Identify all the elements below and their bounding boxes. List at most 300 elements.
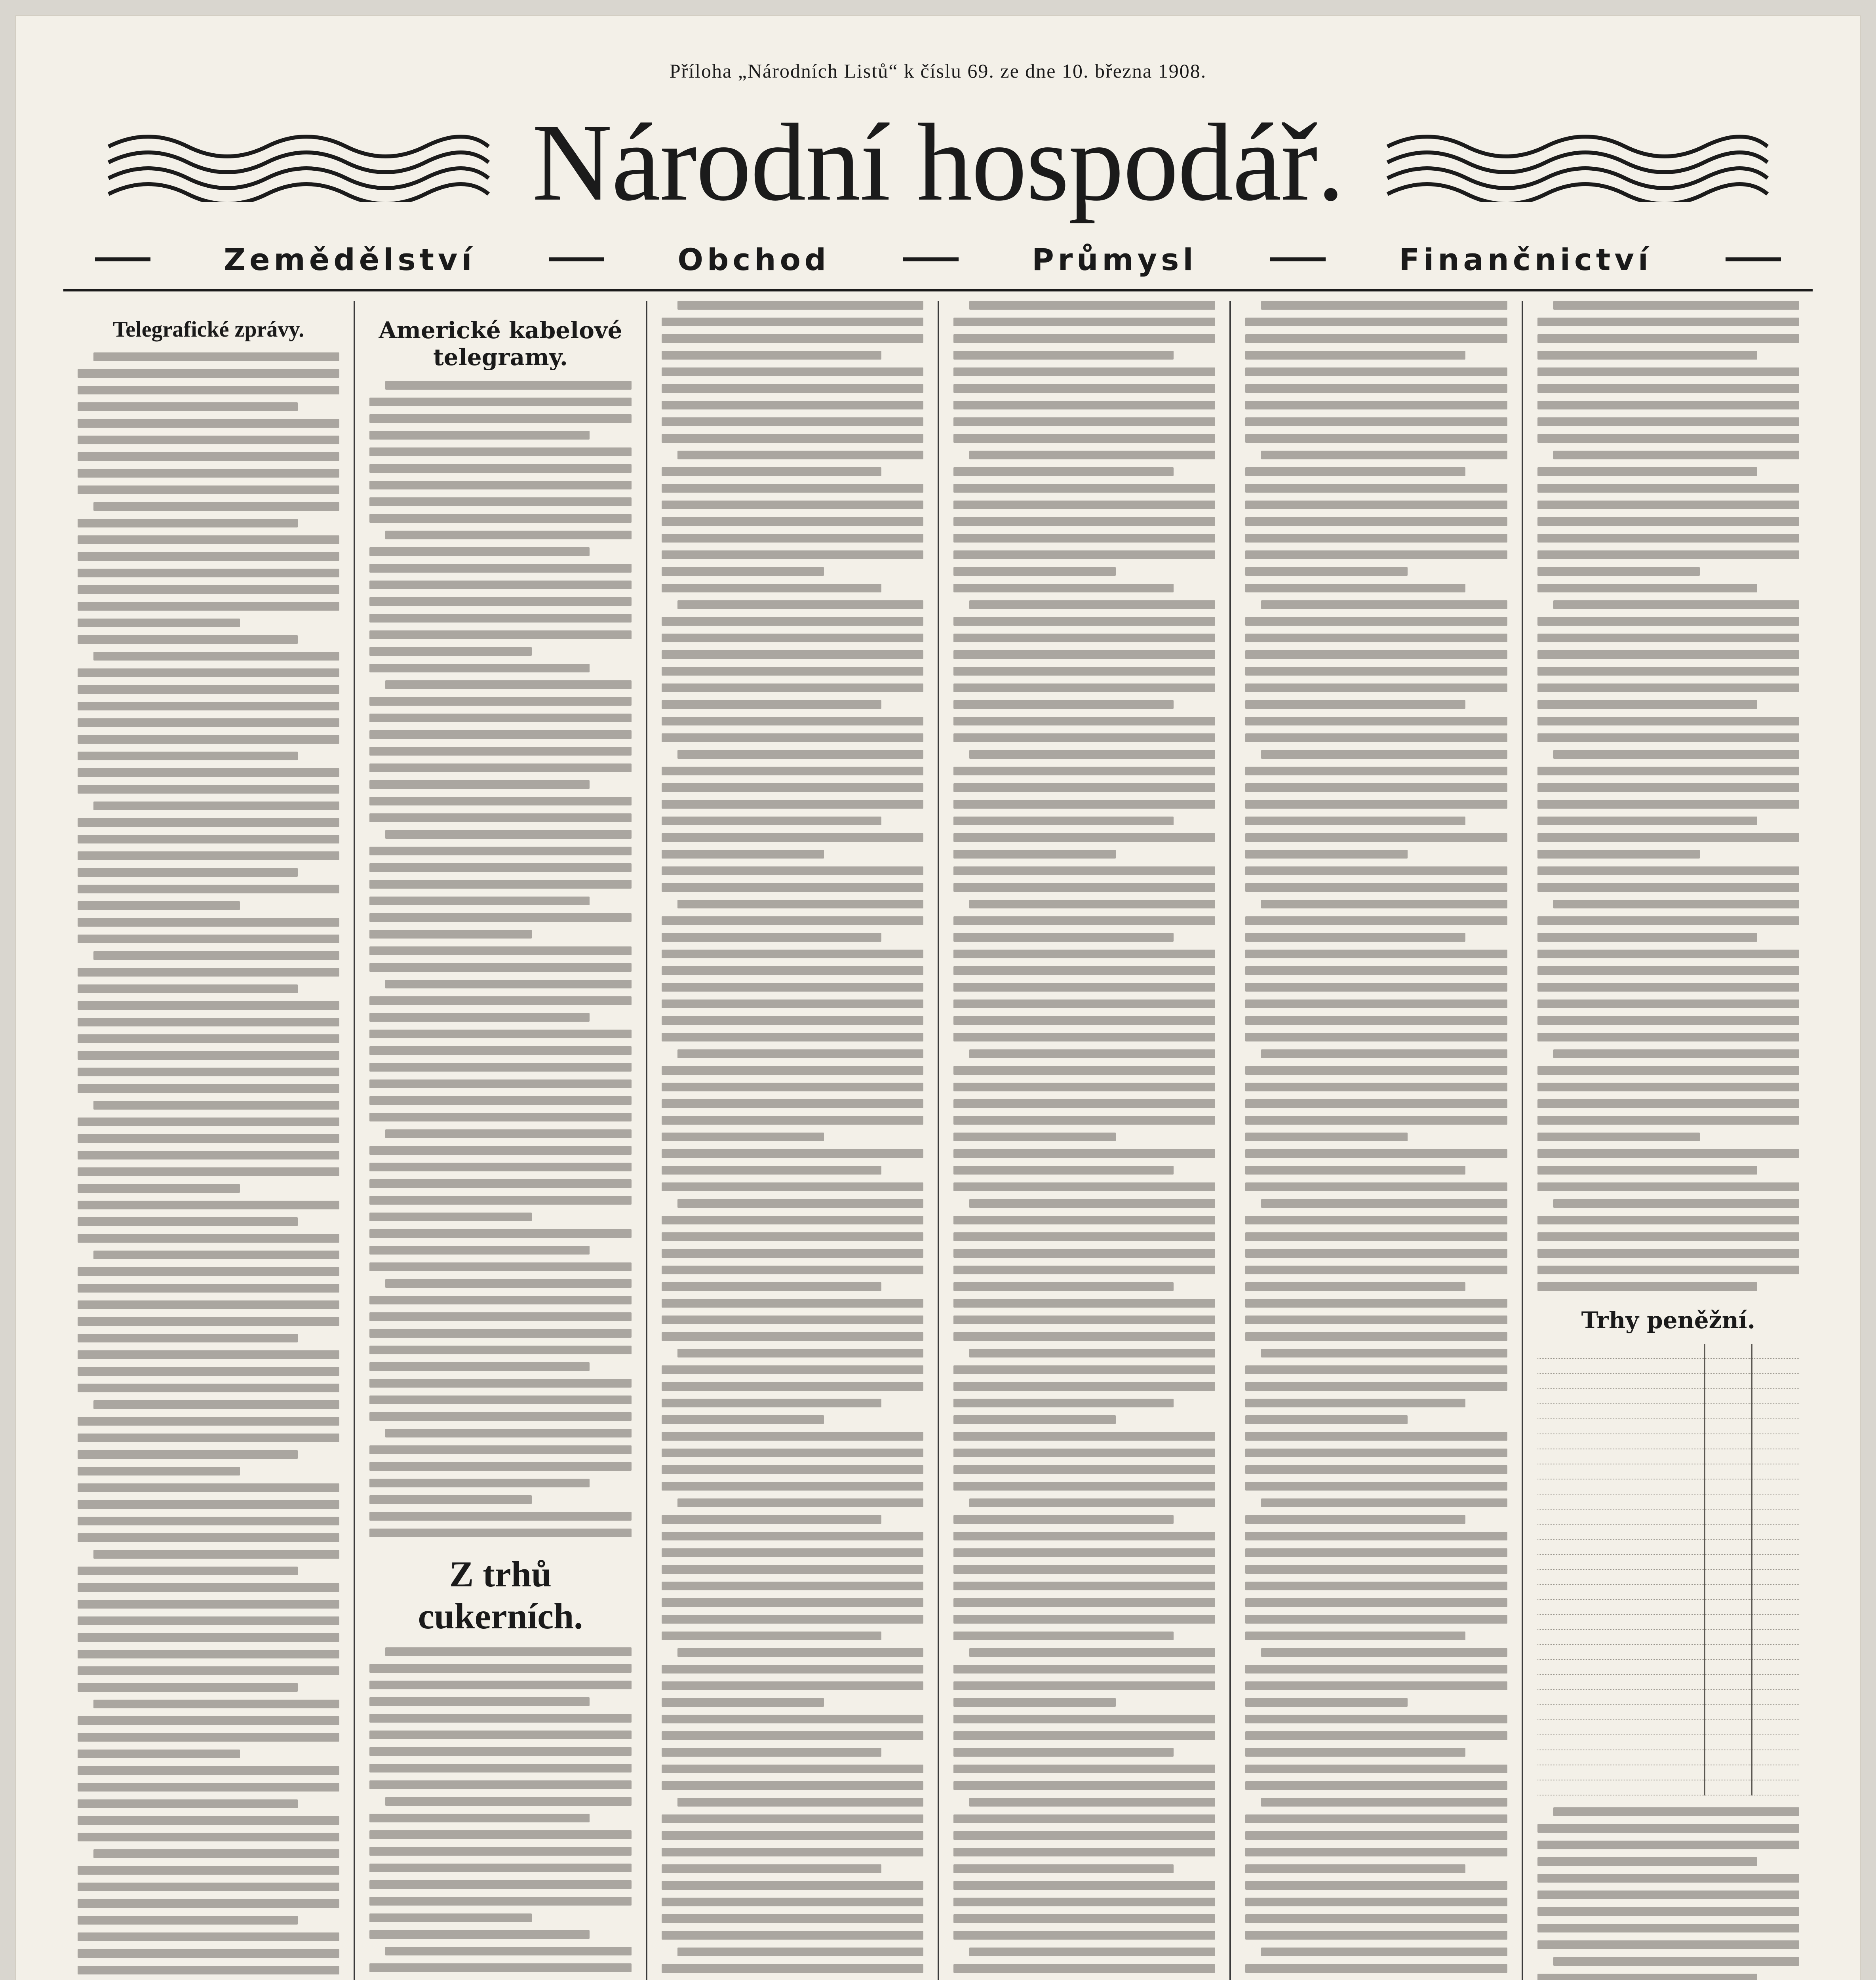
text-line	[1245, 1482, 1507, 1491]
text-line	[953, 517, 1215, 526]
text-line	[1537, 1249, 1799, 1258]
table-cell	[1752, 1690, 1799, 1705]
text-line	[1245, 1914, 1507, 1923]
text-line	[1245, 883, 1507, 892]
text-line	[369, 481, 631, 489]
table-cell	[1705, 1554, 1752, 1569]
text-line	[1245, 401, 1507, 409]
text-line	[953, 384, 1215, 393]
column-heading: Americké kabelové telegramy.	[379, 317, 622, 371]
text-line	[1537, 667, 1799, 676]
text-line	[1245, 467, 1465, 476]
text-line	[953, 1116, 1215, 1125]
text-line	[369, 1495, 532, 1504]
text-line	[93, 352, 339, 361]
text-line	[662, 700, 882, 709]
text-line	[78, 452, 339, 461]
table-cell	[1537, 1464, 1705, 1479]
table-row	[1537, 1599, 1799, 1614]
table-row	[1537, 1374, 1799, 1389]
section-financnictvi: Finančnictví	[1399, 242, 1652, 277]
text-line	[662, 1216, 923, 1224]
masthead	[16, 95, 1860, 230]
table-cell	[1537, 1539, 1705, 1554]
text-line	[369, 1445, 631, 1454]
text-line	[662, 584, 882, 592]
text-line	[662, 1515, 882, 1524]
text-line	[1261, 1199, 1507, 1208]
text-line	[662, 517, 923, 526]
text-line	[1537, 933, 1758, 942]
text-line	[93, 951, 339, 960]
table-cell	[1752, 1569, 1799, 1584]
text-line	[1537, 550, 1799, 559]
text-line	[78, 552, 339, 561]
text-line	[1245, 817, 1465, 825]
table-cell	[1537, 1660, 1705, 1675]
table-cell	[1705, 1434, 1752, 1449]
table-cell	[1537, 1630, 1705, 1645]
text-line	[78, 1799, 298, 1808]
table-cell	[1705, 1705, 1752, 1720]
table-cell	[1752, 1524, 1799, 1539]
text-line	[1245, 517, 1507, 526]
table-cell	[1537, 1509, 1705, 1524]
text-line	[662, 683, 923, 692]
text-line	[1245, 1615, 1507, 1624]
text-line	[78, 968, 339, 977]
text-line	[953, 700, 1174, 709]
text-line	[78, 1733, 339, 1742]
text-line	[1537, 318, 1799, 326]
text-line	[1537, 1000, 1799, 1008]
text-line	[953, 1133, 1116, 1141]
text-line	[369, 1262, 631, 1271]
table-row	[1537, 1630, 1799, 1645]
text-line	[1245, 1598, 1507, 1607]
table-cell	[1705, 1630, 1752, 1645]
text-line	[369, 797, 631, 805]
table-cell	[1705, 1720, 1752, 1735]
text-line	[1245, 534, 1507, 543]
text-line	[662, 501, 923, 509]
text-line	[78, 619, 240, 627]
table-cell	[1705, 1675, 1752, 1690]
text-line	[953, 401, 1215, 409]
text-line	[953, 1332, 1215, 1341]
text-line	[662, 417, 923, 426]
text-line	[953, 933, 1174, 942]
text-line	[662, 817, 882, 825]
text-line	[969, 1049, 1215, 1058]
text-line	[78, 1833, 339, 1841]
text-line	[78, 868, 298, 877]
text-line	[1245, 1016, 1507, 1025]
text-line	[953, 717, 1215, 725]
table-cell	[1537, 1750, 1705, 1765]
text-line	[1537, 1033, 1799, 1041]
section-prumysl: Průmysl	[1032, 242, 1197, 277]
text-line	[1553, 750, 1799, 759]
text-line	[1245, 1831, 1507, 1840]
text-line	[93, 1400, 339, 1409]
text-line	[1245, 1715, 1507, 1723]
divider	[1726, 257, 1781, 261]
text-line	[953, 1698, 1116, 1707]
table-row	[1537, 1569, 1799, 1584]
text-line	[369, 1780, 631, 1789]
table-cell	[1752, 1554, 1799, 1569]
table-cell	[1752, 1494, 1799, 1509]
text-line	[1245, 1465, 1507, 1474]
table-row	[1537, 1554, 1799, 1569]
text-line	[662, 1232, 923, 1241]
text-line	[1537, 1857, 1758, 1866]
text-line	[78, 1450, 298, 1459]
text-line	[369, 1681, 631, 1689]
text-line	[969, 1349, 1215, 1357]
text-line	[953, 983, 1215, 992]
text-line	[78, 901, 240, 910]
section-banner	[95, 238, 1781, 281]
text-line	[78, 1650, 339, 1658]
text-line	[677, 1199, 923, 1208]
text-line	[1245, 351, 1465, 360]
text-line	[1245, 1249, 1507, 1258]
text-line	[1245, 1066, 1507, 1075]
text-line	[953, 417, 1215, 426]
text-line	[1245, 1964, 1507, 1973]
text-line	[1245, 1548, 1507, 1557]
text-line	[78, 1866, 339, 1875]
text-line	[1537, 434, 1799, 443]
text-line	[1245, 1931, 1507, 1940]
text-line	[1261, 301, 1507, 310]
text-line	[385, 381, 631, 390]
table-row	[1537, 1464, 1799, 1479]
text-line	[953, 1831, 1215, 1840]
table-cell	[1752, 1705, 1799, 1720]
text-line	[953, 817, 1174, 825]
text-line	[1245, 950, 1507, 958]
text-line	[969, 1199, 1215, 1208]
text-line	[1553, 1807, 1799, 1816]
text-line	[953, 783, 1215, 792]
text-line	[662, 1000, 923, 1008]
text-line	[953, 1765, 1215, 1773]
table-cell	[1752, 1750, 1799, 1765]
table-cell	[1537, 1374, 1705, 1389]
table-cell	[1537, 1675, 1705, 1690]
text-line	[78, 402, 298, 411]
table-row	[1537, 1660, 1799, 1675]
text-line	[662, 1598, 923, 1607]
divider	[1270, 257, 1326, 261]
text-line	[953, 1964, 1215, 1973]
text-line	[1245, 933, 1465, 942]
text-line	[1245, 983, 1507, 992]
text-line	[1245, 1266, 1507, 1274]
text-line	[1537, 1166, 1758, 1175]
text-line	[1537, 484, 1799, 493]
text-line	[369, 1113, 631, 1121]
text-line	[78, 419, 339, 428]
text-line	[1245, 1681, 1507, 1690]
text-line	[78, 702, 339, 710]
table-row	[1537, 1434, 1799, 1449]
text-line	[1245, 700, 1465, 709]
text-line	[369, 714, 631, 722]
text-line	[1537, 634, 1799, 642]
text-line	[1245, 1881, 1507, 1890]
text-line	[953, 1432, 1215, 1441]
text-line	[662, 1632, 882, 1640]
text-line	[1537, 1133, 1700, 1141]
text-line	[369, 1529, 631, 1537]
text-line	[953, 1033, 1215, 1041]
table-cell	[1537, 1720, 1705, 1735]
text-line	[662, 1066, 923, 1075]
text-line	[1537, 950, 1799, 958]
text-line	[662, 384, 923, 393]
text-line	[369, 1764, 631, 1772]
text-line	[662, 1166, 882, 1175]
text-line	[953, 434, 1215, 443]
ornament-left-icon	[101, 123, 497, 202]
text-line	[369, 447, 631, 456]
text-line	[662, 933, 882, 942]
table-cell	[1705, 1780, 1752, 1795]
section-zemedelstvi: Zemědělství	[223, 242, 476, 277]
text-line	[1537, 1907, 1799, 1916]
table-row	[1537, 1509, 1799, 1524]
text-line	[369, 1880, 631, 1889]
text-line	[953, 1914, 1215, 1923]
text-line	[78, 1234, 339, 1243]
header-rule	[63, 289, 1813, 291]
text-line	[78, 1883, 339, 1891]
table-cell	[1537, 1690, 1705, 1705]
text-line	[369, 630, 631, 639]
text-line	[1537, 866, 1799, 875]
table-cell	[1705, 1750, 1752, 1765]
text-line	[369, 1362, 590, 1371]
text-line	[662, 1731, 923, 1740]
text-line	[953, 501, 1215, 509]
table-row	[1537, 1720, 1799, 1735]
text-line	[662, 717, 923, 725]
text-line	[662, 1016, 923, 1025]
supplement-line: Příloha „Národních Listů“ k číslu 69. ze dne 10. března 1908.	[669, 60, 1207, 82]
text-line	[1245, 384, 1507, 393]
text-line	[662, 1698, 824, 1707]
text-line	[1245, 1116, 1507, 1125]
text-line	[78, 635, 298, 644]
table-cell	[1705, 1404, 1752, 1419]
divider	[95, 257, 150, 261]
text-line	[953, 1266, 1215, 1274]
text-line	[969, 1648, 1215, 1657]
text-line	[385, 980, 631, 988]
text-line	[953, 567, 1116, 576]
text-line	[369, 597, 631, 606]
text-line	[662, 1249, 923, 1258]
text-line	[385, 531, 631, 539]
text-line	[1245, 1765, 1507, 1773]
table-cell	[1752, 1374, 1799, 1389]
text-line	[1553, 1957, 1799, 1966]
text-line	[1245, 1698, 1408, 1707]
text-line	[78, 1899, 339, 1908]
text-line	[93, 1700, 339, 1708]
text-line	[385, 830, 631, 839]
text-line	[1245, 1299, 1507, 1308]
text-line	[662, 866, 923, 875]
text-line	[1245, 1332, 1507, 1341]
text-line	[662, 1133, 824, 1141]
text-line	[662, 467, 882, 476]
text-line	[369, 497, 631, 506]
text-line	[1245, 1748, 1465, 1757]
text-line	[1537, 1216, 1799, 1224]
text-line	[78, 585, 339, 594]
text-line	[969, 600, 1215, 609]
text-line	[1245, 1814, 1507, 1823]
text-line	[93, 1101, 339, 1110]
text-line	[385, 1129, 631, 1138]
text-line	[1537, 683, 1799, 692]
text-line	[662, 783, 923, 792]
text-line	[78, 1932, 339, 1941]
text-line	[1537, 783, 1799, 792]
text-line	[78, 1683, 298, 1692]
text-line	[369, 1412, 631, 1421]
text-line	[369, 780, 590, 789]
text-line	[1245, 1149, 1507, 1158]
text-line	[78, 935, 339, 943]
text-line	[662, 567, 824, 576]
text-line	[953, 1216, 1215, 1224]
table-cell	[1752, 1404, 1799, 1419]
text-line	[369, 1664, 631, 1673]
text-line	[78, 668, 339, 677]
text-line	[78, 469, 339, 478]
text-line	[953, 1149, 1215, 1158]
text-line	[1261, 1798, 1507, 1807]
text-line	[953, 1000, 1215, 1008]
text-line	[369, 880, 631, 889]
text-line	[1537, 617, 1799, 626]
text-line	[1261, 600, 1507, 609]
text-line	[662, 1582, 923, 1590]
text-line	[677, 1349, 923, 1357]
text-line	[1537, 800, 1799, 809]
text-line	[78, 1051, 339, 1060]
text-line	[1245, 1632, 1465, 1640]
table-cell	[1705, 1449, 1752, 1464]
text-line	[953, 650, 1215, 659]
text-line	[93, 802, 339, 810]
text-line	[1245, 1133, 1408, 1141]
text-line	[953, 1548, 1215, 1557]
text-line	[369, 1312, 631, 1321]
text-line	[953, 1598, 1215, 1607]
text-line	[1537, 1099, 1799, 1108]
text-line	[1245, 1232, 1507, 1241]
text-line	[78, 1317, 339, 1326]
text-line	[369, 581, 631, 589]
text-line	[969, 900, 1215, 908]
table-cell	[1752, 1479, 1799, 1494]
text-line	[78, 918, 339, 927]
table-cell	[1705, 1419, 1752, 1434]
text-line	[78, 1284, 339, 1293]
text-line	[1245, 417, 1507, 426]
text-line	[953, 634, 1215, 642]
column-heading: Telegrafické zprávy.	[113, 317, 304, 342]
text-line	[662, 1565, 923, 1574]
text-line	[369, 1714, 631, 1723]
text-line	[369, 1814, 590, 1822]
text-line	[677, 1798, 923, 1807]
table-row	[1537, 1735, 1799, 1750]
text-line	[1245, 1449, 1507, 1457]
section-obchod: Obchod	[677, 242, 830, 277]
text-line	[78, 1151, 339, 1159]
text-line	[78, 1134, 339, 1143]
text-line	[78, 386, 339, 394]
text-line	[953, 334, 1215, 343]
text-line	[78, 1034, 339, 1043]
text-line	[662, 1282, 882, 1291]
text-line	[78, 1600, 339, 1609]
table-cell	[1537, 1344, 1705, 1359]
text-line	[369, 398, 631, 406]
text-line	[1245, 617, 1507, 626]
text-line	[662, 1099, 923, 1108]
table-cell	[1752, 1434, 1799, 1449]
text-line	[78, 569, 339, 577]
text-line	[677, 600, 923, 609]
text-line	[1537, 334, 1799, 343]
text-line	[662, 1482, 923, 1491]
text-line	[78, 1966, 339, 1974]
text-line	[953, 733, 1215, 742]
text-line	[953, 1881, 1215, 1890]
text-line	[1537, 501, 1799, 509]
text-line	[78, 519, 298, 527]
text-line	[369, 1296, 631, 1304]
text-line	[662, 1116, 923, 1125]
text-line	[953, 1066, 1215, 1075]
text-line	[1245, 367, 1507, 376]
text-line	[369, 514, 631, 523]
text-line	[1261, 1498, 1507, 1507]
text-line	[369, 1830, 631, 1839]
text-line	[1245, 1731, 1507, 1740]
text-line	[1245, 1033, 1507, 1041]
text-line	[953, 667, 1215, 676]
text-line	[1537, 367, 1799, 376]
text-line	[662, 800, 923, 809]
text-line	[662, 733, 923, 742]
text-line	[369, 1379, 631, 1388]
table-cell	[1752, 1359, 1799, 1374]
text-line	[662, 1449, 923, 1457]
text-line	[662, 833, 923, 842]
text-line	[662, 1316, 923, 1324]
text-line	[953, 584, 1174, 592]
